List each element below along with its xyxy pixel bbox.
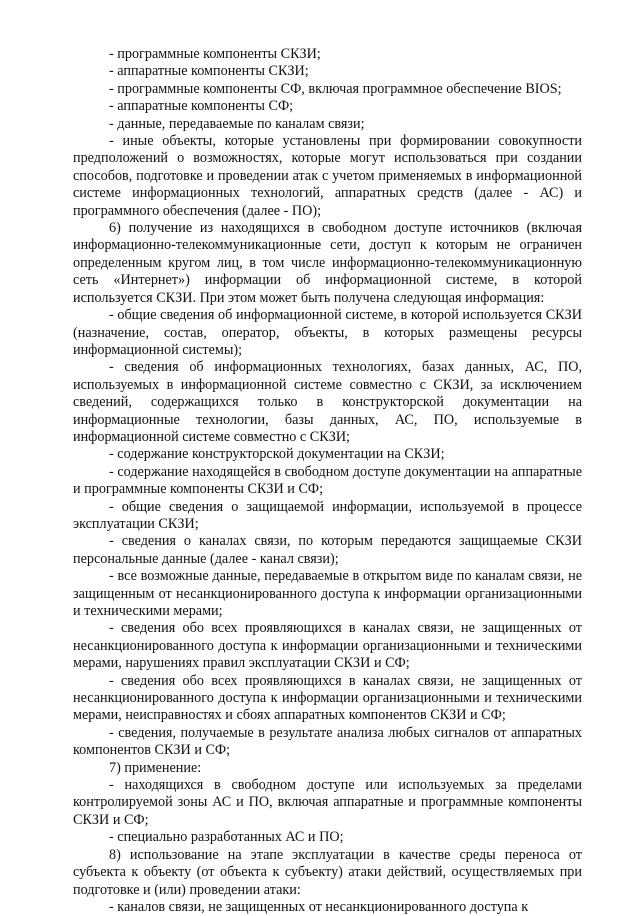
list-item: - программные компоненты СФ, включая программное обеспечение BIOS; xyxy=(109,80,562,97)
list-item: - аппаратные компоненты СКЗИ; xyxy=(109,63,309,80)
list-item: - сведения обо всех проявляющихся в каналах связи, не защищенных от несанкционированного доступа к информации организационными и техническими мерами, неисправностях и сбоях аппаратных компонентов СКЗИ и СФ; xyxy=(73,672,582,724)
list-item: - специально разработанных АС и ПО; xyxy=(109,829,344,846)
list-item: - содержание конструкторской документации на СКЗИ; xyxy=(109,446,445,463)
list-item: - иные объекты, которые установлены при формировании совокупности предположений о возможностях, которые могут использоваться при создании способов, подготовке и проведении атак с учетом применяемых в информационной системе информационных технологий, аппаратных средств (далее - АС) и программного обеспечения (далее - ПО); xyxy=(73,133,582,219)
list-item: - содержание находящейся в свободном доступе документации на аппаратные и программные компоненты СКЗИ и СФ; xyxy=(73,463,582,498)
list-item: - все возможные данные, передаваемые в открытом виде по каналам связи, не защищенным от несанкционированного доступа к информации организационными и техническими мерами; xyxy=(73,568,582,619)
list-item: - сведения об информационных технологиях, базах данных, АС, ПО, используемых в информационной системе совместно с СКЗИ, за исключением сведений, содержащихся только в конструкторской документации на информационные технологии, базы данных, АС, ПО, используемые в информационной системе совместно с СКЗИ; xyxy=(73,359,582,445)
list-item: - сведения обо всех проявляющихся в каналах связи, не защищенных от несанкционированного доступа к информации организационными и техническими мерами, нарушениях правил эксплуатации СКЗИ и СФ; xyxy=(73,620,582,672)
numbered-paragraph: 8) использование на этапе эксплуатации в качестве среды переноса от субъекта к объекту (от объекта к субъекту) атаки действий, осуществляемых при подготовке и (или) проведении атаки: xyxy=(73,846,582,898)
list-item: - общие сведения об информационной системе, в которой используется СКЗИ (назначение, состав, оператор, объекты, в которых размещены ресурсы информационной системы); xyxy=(73,307,582,358)
list-item: - данные, передаваемые по каналам связи; xyxy=(109,115,365,132)
numbered-paragraph: 6) получение из находящихся в свободном доступе источников (включая информационно-телекоммуникационные сети, доступ к которым не ограничен определенным кругом лиц, в том числе информационно-телекоммуникационную сеть «Интернет») информации об информационной системе, в которой используется СКЗИ. При этом может быть получена следующая информация: xyxy=(73,220,582,306)
numbered-paragraph: 7) применение: xyxy=(109,759,202,776)
list-item: - находящихся в свободном доступе или используемых за пределами контролируемой зоны АС и ПО, включая аппаратные и программные компоненты СКЗИ и СФ; xyxy=(73,777,582,828)
list-item: - сведения, получаемые в результате анализа любых сигналов от аппаратных компонентов СКЗИ и СФ; xyxy=(73,724,582,759)
list-item: - общие сведения о защищаемой информации, используемой в процессе эксплуатации СКЗИ; xyxy=(73,498,582,532)
list-item: - аппаратные компоненты СФ; xyxy=(109,98,294,115)
list-item: - программные компоненты СКЗИ; xyxy=(109,46,321,62)
list-item: - сведения о каналах связи, по которым передаются защищаемые СКЗИ персональные данные (далее - канал связи); xyxy=(73,533,582,567)
list-item: - каналов связи, не защищенных от несанкционированного доступа к xyxy=(109,898,529,915)
